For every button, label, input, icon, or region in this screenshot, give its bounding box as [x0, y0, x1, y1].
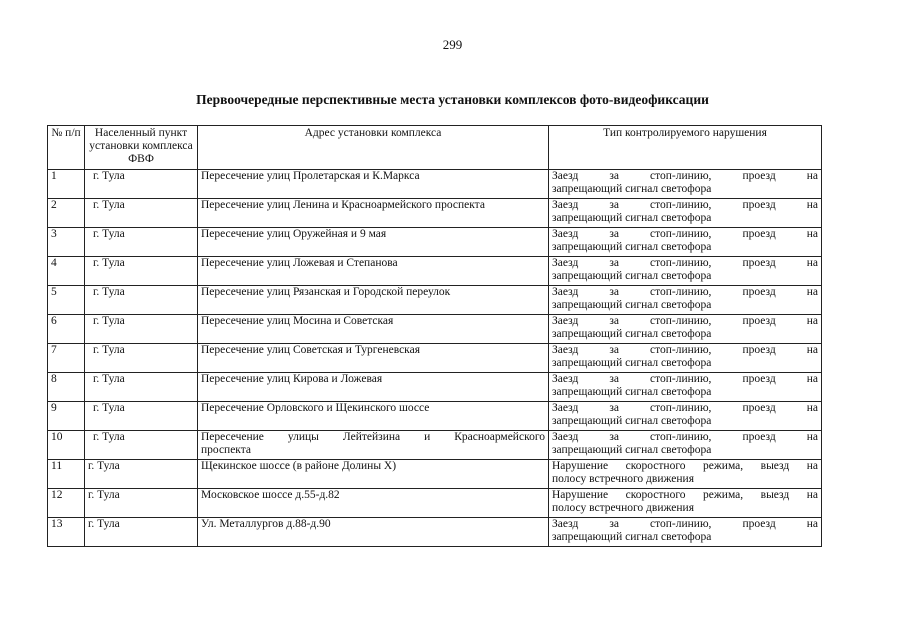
- table-row: [48, 489, 822, 518]
- table-header-row: [48, 126, 822, 170]
- cell-address: Пересечение Орловского и Щекинского шоссе: [198, 402, 549, 431]
- cell-num: 1: [48, 170, 85, 199]
- cell-num: 11: [48, 460, 85, 489]
- cell-city: г. Тула: [85, 315, 198, 344]
- cell-address: Пересечение улиц Пролетарская и К.Маркса: [198, 170, 549, 199]
- cell-num: 13: [48, 518, 85, 547]
- table-row: [48, 460, 822, 489]
- cell-address: Пересечение улиц Оружейная и 9 мая: [198, 228, 549, 257]
- cell-num: 8: [48, 373, 85, 402]
- cell-city: г. Тула: [85, 228, 198, 257]
- cell-num: 12: [48, 489, 85, 518]
- cell-address: Щекинское шоссе (в районе Долины Х): [198, 460, 549, 489]
- header-city: Населенный пункт установки комплекса ФВФ: [85, 126, 198, 170]
- cell-violation: [549, 460, 822, 489]
- violation-line-1: Заезд за стоп-линию, проезд на: [552, 286, 818, 298]
- table-row: [48, 199, 822, 228]
- table-row: [48, 170, 822, 199]
- cell-address: Московское шоссе д.55-д.82: [198, 489, 549, 518]
- header-address: Адрес установки комплекса: [198, 126, 549, 170]
- cell-address: [198, 431, 549, 460]
- cell-violation: [549, 199, 822, 228]
- cell-city: г. Тула: [85, 489, 198, 518]
- violation-line-1: Заезд за стоп-линию, проезд на: [552, 344, 818, 356]
- cell-violation: [549, 431, 822, 460]
- violation-line-2: запрещающий сигнал светофора: [552, 415, 712, 427]
- violation-line-2: запрещающий сигнал светофора: [552, 444, 712, 456]
- address-line-2: проспекта: [201, 444, 252, 456]
- cell-violation: [549, 489, 822, 518]
- cell-address: Пересечение улиц Ленина и Красноармейского проспекта: [198, 199, 549, 228]
- cell-city: г. Тула: [85, 344, 198, 373]
- cell-city: г. Тула: [85, 431, 198, 460]
- violation-line-2: полосу встречного движения: [552, 473, 694, 485]
- cell-violation: [549, 518, 822, 547]
- violation-line-2: запрещающий сигнал светофора: [552, 270, 712, 282]
- violation-line-2: запрещающий сигнал светофора: [552, 357, 712, 369]
- violation-line-2: запрещающий сигнал светофора: [552, 386, 712, 398]
- address-line-1: Пересечение улицы Лейтейзина и Красноармейского: [201, 431, 545, 443]
- cell-num: 3: [48, 228, 85, 257]
- cell-address: Пересечение улиц Рязанская и Городской переулок: [198, 286, 549, 315]
- violation-line-1: Заезд за стоп-линию, проезд на: [552, 199, 818, 211]
- cell-num: 4: [48, 257, 85, 286]
- cell-city: г. Тула: [85, 460, 198, 489]
- violation-line-2: запрещающий сигнал светофора: [552, 328, 712, 340]
- cell-num: 9: [48, 402, 85, 431]
- cell-address: Пересечение улиц Мосина и Советская: [198, 315, 549, 344]
- table-row: [48, 373, 822, 402]
- violation-line-1: Нарушение скоростного режима, выезд на: [552, 489, 818, 501]
- cell-address: Пересечение улиц Ложевая и Степанова: [198, 257, 549, 286]
- cell-violation: [549, 344, 822, 373]
- cell-address: Пересечение улиц Советская и Тургеневская: [198, 344, 549, 373]
- violation-line-2: полосу встречного движения: [552, 502, 694, 514]
- violation-line-1: Нарушение скоростного режима, выезд на: [552, 460, 818, 472]
- header-num: № п/п: [48, 126, 85, 170]
- header-violation: Тип контролируемого нарушения: [549, 126, 822, 170]
- table-row: [48, 518, 822, 547]
- cell-city: г. Тула: [85, 286, 198, 315]
- violation-line-2: запрещающий сигнал светофора: [552, 183, 712, 195]
- cell-violation: [549, 373, 822, 402]
- violation-line-2: запрещающий сигнал светофора: [552, 299, 712, 311]
- cell-num: 2: [48, 199, 85, 228]
- cell-city: г. Тула: [85, 518, 198, 547]
- table-row: [48, 257, 822, 286]
- violation-line-2: запрещающий сигнал светофора: [552, 531, 712, 543]
- cell-violation: [549, 286, 822, 315]
- violation-line-1: Заезд за стоп-линию, проезд на: [552, 257, 818, 269]
- cell-city: г. Тула: [85, 373, 198, 402]
- cell-num: 7: [48, 344, 85, 373]
- cell-num: 6: [48, 315, 85, 344]
- cell-violation: [549, 170, 822, 199]
- violation-line-2: запрещающий сигнал светофора: [552, 212, 712, 224]
- document-title: Первоочередные перспективные места установки комплексов фото-видеофиксации: [196, 92, 709, 107]
- cell-violation: [549, 315, 822, 344]
- violation-line-1: Заезд за стоп-линию, проезд на: [552, 431, 818, 443]
- cell-violation: [549, 228, 822, 257]
- table-row: [48, 315, 822, 344]
- cell-num: 10: [48, 431, 85, 460]
- table-row: [48, 286, 822, 315]
- cell-address: Пересечение улиц Кирова и Ложевая: [198, 373, 549, 402]
- violation-line-1: Заезд за стоп-линию, проезд на: [552, 518, 818, 530]
- cell-city: г. Тула: [85, 257, 198, 286]
- violation-line-2: запрещающий сигнал светофора: [552, 241, 712, 253]
- table-row: [48, 344, 822, 373]
- cell-city: г. Тула: [85, 199, 198, 228]
- locations-table: [47, 125, 822, 547]
- cell-violation: [549, 257, 822, 286]
- violation-line-1: Заезд за стоп-линию, проезд на: [552, 170, 818, 182]
- table-row: [48, 402, 822, 431]
- cell-address: Ул. Металлургов д.88-д.90: [198, 518, 549, 547]
- cell-violation: [549, 402, 822, 431]
- table-row: [48, 431, 822, 460]
- violation-line-1: Заезд за стоп-линию, проезд на: [552, 315, 818, 327]
- violation-line-1: Заезд за стоп-линию, проезд на: [552, 228, 818, 240]
- cell-city: г. Тула: [85, 402, 198, 431]
- cell-num: 5: [48, 286, 85, 315]
- page-number: 299: [442, 37, 463, 52]
- violation-line-1: Заезд за стоп-линию, проезд на: [552, 373, 818, 385]
- table-row: [48, 228, 822, 257]
- cell-city: г. Тула: [85, 170, 198, 199]
- violation-line-1: Заезд за стоп-линию, проезд на: [552, 402, 818, 414]
